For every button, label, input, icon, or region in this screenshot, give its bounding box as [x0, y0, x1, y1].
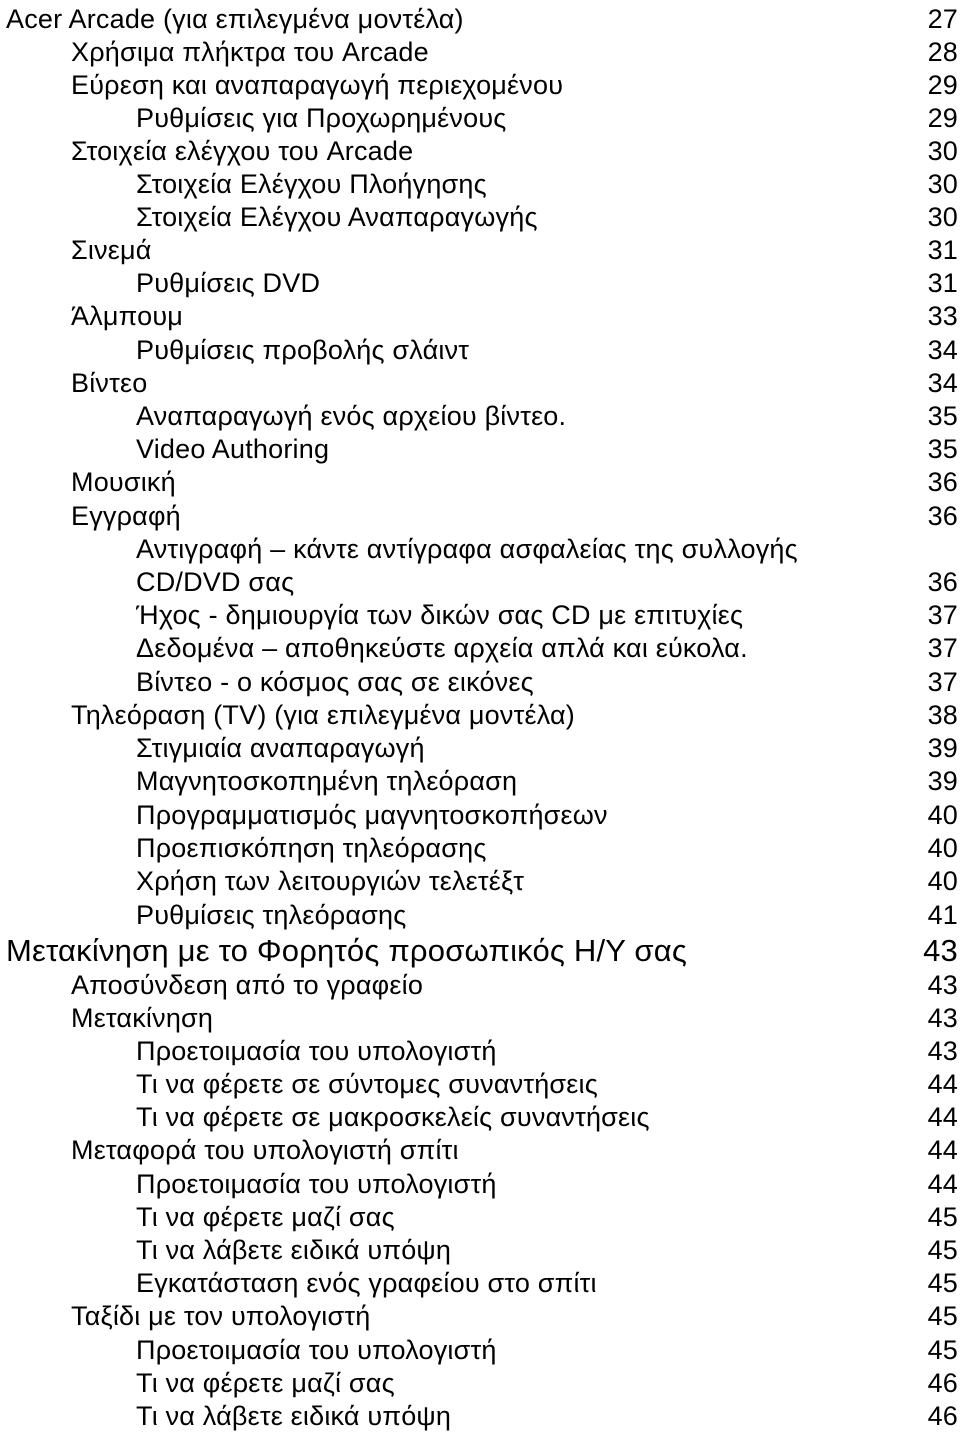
toc-entry-page-number: 43	[927, 970, 958, 1000]
toc-entry-page-number: 41	[927, 900, 958, 930]
toc-entry-title: Άλμπουμ	[71, 301, 184, 331]
toc-entry-title: Ρυθμίσεις για Προχωρημένους	[136, 103, 507, 133]
toc-entry-page-number: 40	[927, 800, 958, 830]
toc-entry-title: Τι να λάβετε ειδικά υπόψη	[136, 1235, 452, 1265]
toc-entry[interactable]	[71, 367, 958, 400]
toc-entry-page-number: 44	[927, 1135, 958, 1165]
toc-entry-title: Εγκατάσταση ενός γραφείου στο σπίτι	[136, 1268, 597, 1298]
toc-entry-title: Τι να φέρετε σε σύντομες συναντήσεις	[136, 1069, 598, 1099]
toc-entry-title: Ταξίδι με τον υπολογιστή	[71, 1301, 371, 1331]
toc-entry-page-number: 27	[927, 4, 958, 34]
toc-entry[interactable]	[136, 1168, 958, 1201]
toc-entry-page-number: 39	[927, 766, 958, 796]
toc-entry-title: Προγραμματισμός μαγνητοσκοπήσεων	[136, 800, 608, 830]
toc-entry-page-number: 38	[927, 700, 958, 730]
toc-entry-title: Τι να λάβετε ειδικά υπόψη	[136, 1401, 452, 1431]
toc-entry[interactable]	[136, 334, 958, 367]
toc-entry-page-number: 30	[927, 202, 958, 232]
toc-entry[interactable]	[136, 632, 958, 665]
toc-entry[interactable]	[136, 400, 958, 433]
toc-entry[interactable]	[71, 36, 958, 69]
toc-entry[interactable]	[136, 1035, 958, 1068]
toc-entry-title: Μαγνητοσκοπημένη τηλεόραση	[136, 766, 518, 796]
toc-entry-page-number: 43	[923, 933, 958, 968]
toc-entry-page-number: 45	[927, 1301, 958, 1331]
toc-entry[interactable]	[136, 865, 958, 898]
toc-entry-title: Εύρεση και αναπαραγωγή περιεχομένου	[71, 70, 564, 100]
toc-entry[interactable]	[6, 932, 958, 970]
toc-entry[interactable]	[136, 899, 958, 932]
toc-entry[interactable]	[71, 969, 958, 1002]
toc-entry[interactable]	[136, 1068, 958, 1101]
toc-entry-title: Τι να φέρετε σε μακροσκελείς συναντήσεις	[136, 1102, 650, 1132]
toc-entry-title: Χρήση των λειτουργιών τελετέξτ	[136, 866, 525, 896]
toc-entry[interactable]	[136, 566, 958, 599]
toc-entry[interactable]	[71, 1002, 958, 1035]
toc-entry-title: Στοιχεία ελέγχου του Arcade	[71, 136, 414, 166]
toc-entry-page-number: 46	[927, 1368, 958, 1398]
toc-entry[interactable]	[136, 732, 958, 765]
toc-entry-page-number: 37	[927, 600, 958, 630]
toc-entry[interactable]	[136, 799, 958, 832]
toc-entry[interactable]	[6, 3, 958, 36]
toc-entry[interactable]	[136, 1234, 958, 1267]
toc-entry-page-number: 36	[927, 567, 958, 597]
toc-entry-page-number: 37	[927, 667, 958, 697]
toc-entry-title: Στοιχεία Ελέγχου Πλοήγησης	[136, 169, 487, 199]
toc-entry-page-number: 43	[927, 1036, 958, 1066]
toc-entry-page-number: 33	[927, 301, 958, 331]
toc-entry[interactable]	[71, 1300, 958, 1333]
toc-entry[interactable]	[136, 765, 958, 798]
toc-entry-page-number: 28	[927, 37, 958, 67]
toc-entry[interactable]	[136, 599, 958, 632]
toc-entry-title: Βίντεο	[71, 368, 148, 398]
toc-entry[interactable]	[136, 433, 958, 466]
toc-entry-page-number: 37	[927, 633, 958, 663]
toc-entry-title: Τι να φέρετε μαζί σας	[136, 1368, 395, 1398]
toc-entry-page-number: 30	[927, 169, 958, 199]
toc-entry[interactable]	[71, 135, 958, 168]
toc-entry-title: Χρήσιμα πλήκτρα του Arcade	[71, 37, 429, 67]
toc-entry-page-number: 46	[927, 1401, 958, 1431]
toc-entry-page-number: 36	[927, 501, 958, 531]
toc-entry-page-number: 34	[927, 368, 958, 398]
toc-entry-page-number: 31	[927, 235, 958, 265]
toc-entry-page-number: 34	[927, 335, 958, 365]
toc-entry-title: CD/DVD σας	[136, 567, 295, 597]
toc-entry[interactable]	[136, 267, 958, 300]
toc-entry[interactable]	[71, 69, 958, 102]
toc-entry-title: Δεδομένα – αποθηκεύστε αρχεία απλά και εύκολα.	[136, 633, 748, 663]
toc-entry-title: Στιγμιαία αναπαραγωγή	[136, 733, 425, 763]
toc-entry-page-number: 44	[927, 1102, 958, 1132]
toc-entry-title: Ήχος - δημιουργία των δικών σας CD με επιτυχίες	[136, 600, 744, 630]
toc-entry-title: Acer Arcade (για επιλεγμένα μοντέλα)	[6, 4, 464, 34]
toc-entry[interactable]	[136, 168, 958, 201]
toc-entry-page-number: 35	[927, 434, 958, 464]
toc-entry-title: Εγγραφή	[71, 501, 181, 531]
toc-entry[interactable]	[136, 1267, 958, 1300]
toc-entry[interactable]	[136, 1367, 958, 1400]
toc-entry[interactable]	[71, 1134, 958, 1167]
toc-entry[interactable]	[136, 832, 958, 865]
toc-entry-page-number: 44	[927, 1069, 958, 1099]
toc-entry[interactable]	[136, 533, 958, 566]
toc-entry-page-number: 29	[927, 70, 958, 100]
toc-entry-title: Μετακίνηση με το Φορητός προσωπικός Η/Υ σας	[6, 933, 688, 968]
toc-entry-title: Αποσύνδεση από το γραφείο	[71, 970, 424, 1000]
toc-entry-page-number: 40	[927, 866, 958, 896]
toc-entry[interactable]	[71, 234, 958, 267]
toc-entry[interactable]	[71, 300, 958, 333]
toc-entry-title: Προετοιμασία του υπολογιστή	[136, 1335, 497, 1365]
toc-entry-page-number: 36	[927, 467, 958, 497]
toc-entry[interactable]	[71, 466, 958, 499]
toc-entry-title: Προεπισκόπηση τηλεόρασης	[136, 833, 487, 863]
toc-entry-title: Μεταφορά του υπολογιστή σπίτι	[71, 1135, 459, 1165]
toc-entry[interactable]	[136, 1101, 958, 1134]
toc-entry-page-number: 45	[927, 1268, 958, 1298]
toc-entry-title: Βίντεο - ο κόσμος σας σε εικόνες	[136, 667, 534, 697]
toc-entry-title: Ρυθμίσεις προβολής σλάιντ	[136, 335, 470, 365]
toc-entry-page-number: 29	[927, 103, 958, 133]
toc-entry-title: Τηλεόραση (TV) (για επιλεγμένα μοντέλα)	[71, 700, 575, 730]
toc-entry-title: Σινεμά	[71, 235, 152, 265]
toc-entry[interactable]	[71, 699, 958, 732]
toc-entry[interactable]	[136, 102, 958, 135]
toc-entry-title: Προετοιμασία του υπολογιστή	[136, 1036, 497, 1066]
toc-entry-title: Αντιγραφή – κάντε αντίγραφα ασφαλείας της συλλογής	[136, 534, 798, 564]
toc-entry-page-number: 31	[927, 268, 958, 298]
toc-entry-page-number: 30	[927, 136, 958, 166]
toc-entry[interactable]	[136, 1400, 958, 1433]
toc-entry-title: Τι να φέρετε μαζί σας	[136, 1202, 395, 1232]
toc-entry-title: Video Authoring	[136, 434, 330, 464]
toc-entry[interactable]	[136, 666, 958, 699]
toc-entry-page-number: 40	[927, 833, 958, 863]
toc-entry[interactable]	[136, 1334, 958, 1367]
toc-entry-page-number: 35	[927, 401, 958, 431]
toc-entry-title: Ρυθμίσεις τηλεόρασης	[136, 900, 407, 930]
toc-entry[interactable]	[71, 500, 958, 533]
toc-entry-page-number: 44	[927, 1169, 958, 1199]
toc-entry[interactable]	[136, 1201, 958, 1234]
toc-entry-title: Μετακίνηση	[71, 1003, 214, 1033]
toc-entry-page-number: 39	[927, 733, 958, 763]
toc-entry-title: Ρυθμίσεις DVD	[136, 268, 321, 298]
toc-entry-title: Προετοιμασία του υπολογιστή	[136, 1169, 497, 1199]
toc-entry-title: Στοιχεία Ελέγχου Αναπαραγωγής	[136, 202, 538, 232]
toc-entry-title: Μουσική	[71, 467, 176, 497]
toc-entry[interactable]	[136, 201, 958, 234]
toc-entry-page-number: 43	[927, 1003, 958, 1033]
toc-entry-title: Αναπαραγωγή ενός αρχείου βίντεο.	[136, 401, 567, 431]
toc-entry-page-number: 45	[927, 1335, 958, 1365]
toc-entry-page-number: 45	[927, 1235, 958, 1265]
toc-entry-page-number: 45	[927, 1202, 958, 1232]
